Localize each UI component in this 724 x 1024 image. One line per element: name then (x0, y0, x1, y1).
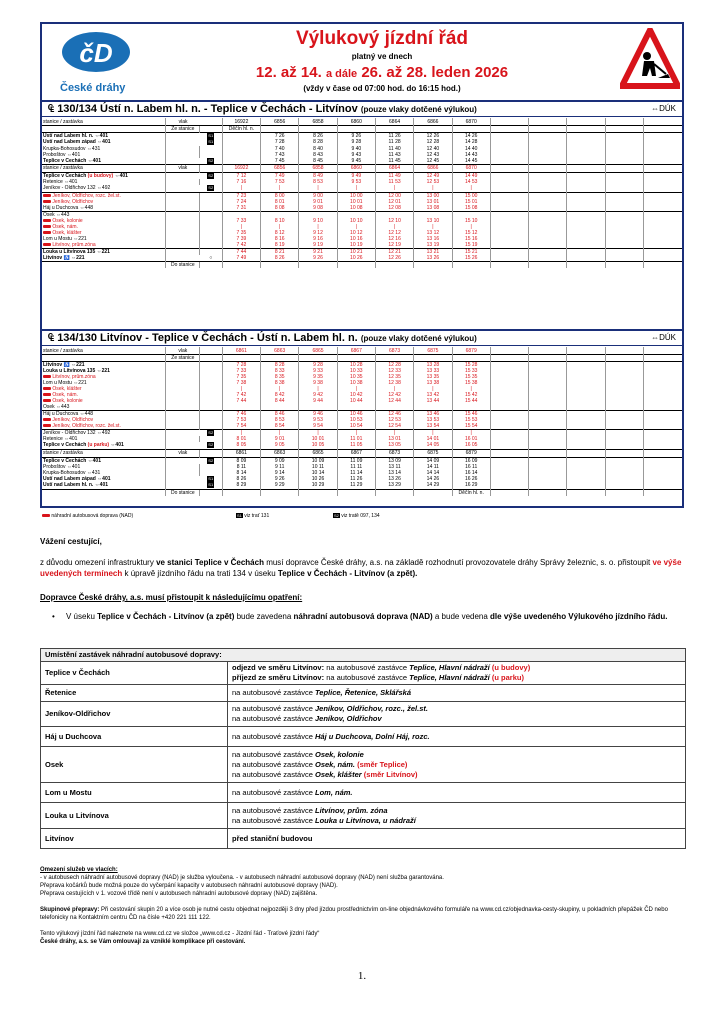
cd-small-icon: ₠ (48, 332, 55, 344)
services-note-1: - v autobusech náhradní autobusové dopravy (NAD) je služba vyloučena. - v autobusech náhradní autobusové dopravy (NAD) není služba garantována. (40, 875, 444, 881)
footer-note: Tento výlukový jízdní řád naleznete na www.cd.cz ve složce „www.cd.cz - Jízdní řád - Traťové jízdní řády“ (40, 931, 320, 937)
legend-nad: náhradní autobusová doprava (NAD) (42, 513, 133, 519)
bus-icon (42, 514, 50, 517)
services-note-3: Přeprava cestujících v 1. vozové třídě není v autobusech náhradní autobusové dopravy (NAD) zajištěna. (40, 891, 318, 897)
header (42, 24, 682, 100)
intro-paragraph: z důvodu omezení infrastruktury ve stanici Teplice v Čechách musí dopravce České dráhy, a.s. na základě rozhodnutí provozovatele dráhy Správy železnic, s. o. přistoupit ve výše uvedených termínech k úpravě jízdního řádu na trati 134 v úseku Teplice v Čechách - Litvínov (a zpět). (40, 558, 682, 578)
roadworks-warning-icon (620, 28, 680, 94)
timetable-2: stanice / zastávka vlak 6861 6863 6865 6867 6873 6875 6879 Ze stanice Litvínov ♿ ⇔221 7 28 8 28 9 28 10 28 12 28 13 28 15 28 Louka u Litvínova 135 ⇔221 7 33 8 33 9 33 10 33 12 33 13 33 15 33 Litvínov, prům.zóna 7 35 8 35 9 35 10 35 12 35 13 35 15 35 Lom u Mostu ⇔221 7 38 8 38 9 38 10 38 12 38 13 38 15 38 Osek, klášter | | | | | | | Osek, nám. 7 42 8 42 9 42 10 42 12 42 13 42 15 42 Osek, kolonie 7 44 8 44 9 44 10 44 12 44 13 44 15 44 Osek ⇔443 Háj u Duchcova ⇔448 7 46 8 46 9 46 10 46 12 46 13 46 15 46 Jeníkov, Oldřichov 7 53 8 53 9 53 10 53 12 53 13 53 15 53 Jeníkov, Oldřichov, rozc. žel.st. 7 54 8 54 9 54 10 54 12 54 13 54 15 54 Jeníkov - Oldřichov 132 ⇔492 S2 | | | | | | | Řetenice ⇔401 8 01 9 01 10 01 11 01 13 01 14 01 16 01 Teplice v Čechách (u parku) ⇔401 S2 8 05 9 05 10 05 11 05 13 05 14 05 16 05 stanice / zastávka vlak 6861 6863 6865 6867 6873 6875 6879 Teplice v Čechách ⇔401 S2 8 09 9 09 10 09 11 09 13 09 14 09 16 09 Proboštov ⇔401 8 11 9 11 10 11 11 11 13 11 14 11 16 11 Krupka-Bohosudov ⇔431 8 14 9 14 10 14 11 14 13 14 14 14 16 14 Ústí nad Labem západ ⇔401 S1 8 26 9 26 10 26 11 26 13 26 14 26 16 26 Ústí nad Labem hl. n. ⇔401 S1 8 29 9 29 10 29 11 29 13 29 14 29 16 29 Do stanice Děčín hl. n. (42, 347, 682, 496)
duk-label: ⇔DÚK (651, 333, 676, 342)
timetable-frame (40, 22, 684, 508)
measures-bullet: • V úseku Teplice v Čechách - Litvínov (a zpět) bude zavedena náhradní autobusová doprava (NAD) a bude vedena dle výše uvedeného Výlukového jízdního řádu. (52, 612, 668, 621)
apology-note: České dráhy, a.s. se Vám omlouvají za vzniklé komplikace při cestování. (40, 939, 246, 945)
legend-097: S2 viz tratě 097, 134 (334, 513, 380, 519)
nad-stops-table: Umístění zastávek náhradní autobusové dopravy: Teplice v Čechách odjezd ve směru Litvínov: na autobusové zastávce Teplice, Hlavní nádraží (u budovy) příjezd ze směru Litvínov: na autobusové zastávce Teplice, Hlavní nádraží (u parku) Řetenice na autobusové zastávce Teplice, Řetenice, Sklářská Jeníkov-Oldřichov na autobusové zastávce Jeníkov, Oldřichov, rozc., žel.st. na autobusové zastávce Jeníkov, Oldřichov Háj u Duchcova na autobusové zastávce Háj u Duchcova, Dolní Háj, rozc. Osek na autobusové zastávce Osek, kolonie na autobusové zastávce Osek, nám. (směr Teplice) na autobusové zastávce Osek, klášter (směr Litvínov) Lom u Mostu na autobusové zastávce Lom, nám. Louka u Litvínova na autobusové zastávce Litvínov, prům. zóna na autobusové zastávce Louka u Litvínova, u nádraží Litvínov před staniční budovou (40, 648, 686, 849)
duk-label: ⇔DÚK (651, 104, 676, 113)
brand-name: České dráhy (60, 82, 126, 94)
legend-131: S1 viz trať 131 (237, 513, 270, 519)
greeting: Vážení cestující, (40, 537, 102, 546)
route-heading-1: ₠ 130/134 Ústí n. Labem hl. n. - Teplice v Čechách - Litvínov (pouze vlaky dotčené výlukou) ⇔DÚK (42, 100, 682, 117)
services-note-2: Přeprava kočárků bude možná pouze do vyčerpání kapacity v autobusech náhradní autobusové dopravy (NAD). (40, 883, 338, 889)
valid-dates: 12. až 14. a dále 26. až 28. leden 2026 (255, 64, 509, 81)
services-heading: Omezení služeb ve vlacích: (40, 867, 118, 873)
group-travel-note: Skupinové přepravy: Při cestování skupin 20 a více osob je nutné cestu objednat nejpozději 3 dny před jízdou prostřednictvím on-line objednávkového formuláře na www.cd.cz/objednavka-cesty-skupiny, u pokladních přepážek ČD nebo telefonicky na Kontaktním centru ČD na čísle +420 221 111 122. (40, 907, 668, 921)
timetable-1: stanice / zastávka vlak 16922 6856 6858 6860 6864 6866 6870 Ze stanice Děčín hl. n. Ústí nad Labem hl. n. ⇔401 S1 7 26 8 26 9 26 11 26 12 26 14 26 Ústí nad Labem západ ⇔401 S1 7 28 8 28 9 28 11 28 12 28 14 28 Krupka-Bohosudov ⇔431 7 40 8 40 9 40 11 40 12 40 14 40 Proboštov ⇔401 7 43 8 43 9 43 11 43 12 43 14 43 Teplice v Čechách ⇔401 S2 7 45 8 45 9 45 11 45 12 45 14 45 stanice / zastávka vlak 16922 6856 6858 6860 6864 6866 6870 Teplice v Čechách (u budovy) ⇔401 S2 7 12 7 49 8 49 9 49 11 49 12 49 14 49 Řetenice ⇔401 7 16 7 53 8 53 9 53 11 53 12 53 14 53 Jeníkov - Oldřichov 132 ⇔492 S2 | | | | | | | Jeníkov, Oldřichov, rozc. žel.st. 7 23 8 00 9 00 10 00 12 00 13 00 15 00 Jeníkov, Oldřichov 7 24 8 01 9 01 10 01 12 01 13 01 15 01 Háj u Duchcova ⇔448 7 31 8 08 9 08 10 08 12 08 13 08 15 08 Osek ⇔443 Osek, kolonie 7 33 8 10 9 10 10 10 12 10 13 10 15 10 Osek, nám. | | | | | | | Osek, klášter 7 35 8 12 9 12 10 12 12 12 13 12 15 12 Lom u Mostu ⇔221 7 39 8 16 9 16 10 16 12 16 13 16 15 16 Litvínov, prům.zóna 7 42 8 19 9 19 10 19 12 19 13 19 15 19 Louka u Litvínova 135 ⇔221 7 44 8 21 9 21 10 21 12 21 13 21 15 21 Litvínov ♿ ⇔221 ○ 7 49 8 26 9 26 10 26 12 26 13 26 15 26 Do stanice (42, 118, 682, 268)
valid-times: (vždy v čase od 07:00 hod. do 16:15 hod.) (303, 84, 461, 93)
cd-small-icon: ₠ (48, 103, 55, 115)
cd-logo-icon (60, 30, 132, 74)
page-number: 1. (357, 970, 367, 982)
page-title: Výlukový jízdní řád (295, 28, 469, 49)
route-heading-2: ₠ 134/130 Litvínov - Teplice v Čechách - Ústí n. Labem hl. n. (pouze vlaky dotčené výlukou) ⇔DÚK (42, 329, 682, 346)
valid-label: platný ve dnech (351, 52, 413, 61)
svg-text:čD: čD (79, 38, 113, 68)
measures-heading: Dopravce České dráhy, a.s. musí přistoupit k následujícímu opatření: (40, 593, 303, 602)
